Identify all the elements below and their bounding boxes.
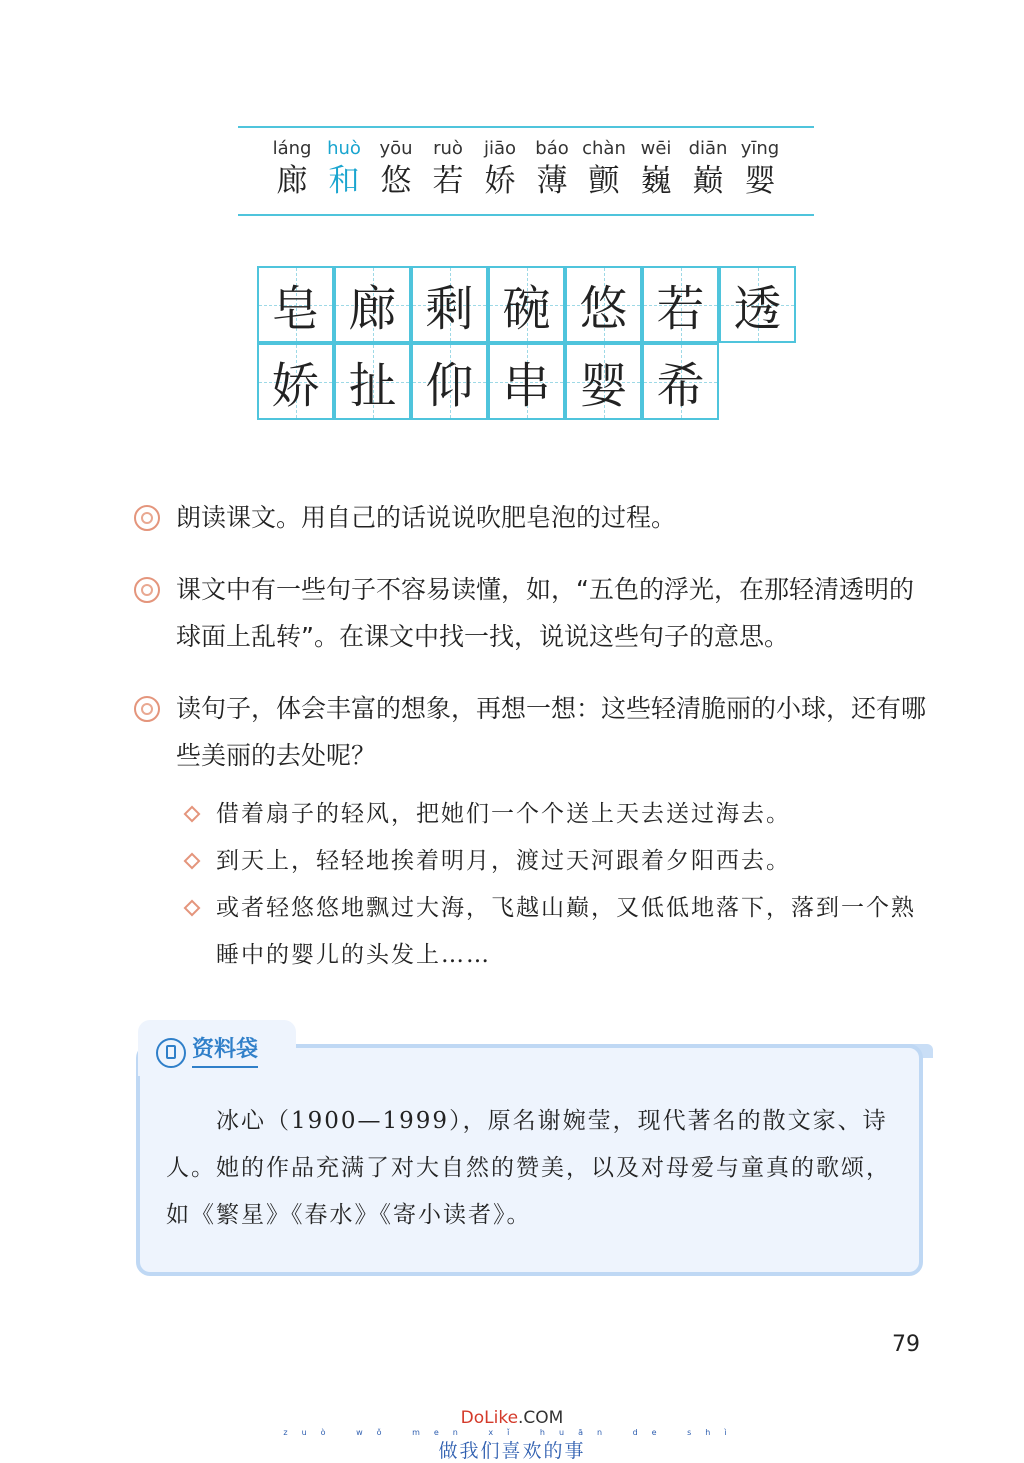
question-bullet-icon (134, 505, 160, 531)
writing-cell (411, 266, 488, 343)
writing-cell (719, 266, 796, 343)
vocab-band (238, 126, 814, 216)
writing-char: 若 (656, 281, 705, 337)
info-box-text: 冰心（1900—1999），原名谢婉莹，现代著名的散文家、诗人。她的作品充满了对大自然的赞美，以及对母爱与童真的歌颂，如《繁星》《春水》《寄小读者》。 (166, 1108, 891, 1228)
sub-item-3: 或者轻悠悠地飘过大海，飞越山巅，又低低地落下，落到一个熟睡中的婴儿的头发上…… (216, 895, 916, 968)
writing-cell (334, 343, 411, 420)
writing-char: 希 (656, 358, 705, 414)
writing-char: 娇 (271, 358, 320, 414)
writing-cell (565, 266, 642, 343)
vocab-pinyin: báo (535, 138, 569, 159)
vocab-char: 巍 (640, 163, 672, 199)
vocab-item (630, 136, 682, 200)
diamond-bullet-icon (184, 853, 201, 870)
writing-char: 皂 (271, 281, 320, 337)
vocab-item (474, 136, 526, 200)
vocab-item (734, 136, 786, 200)
writing-char: 碗 (502, 281, 551, 337)
writing-cell (257, 266, 334, 343)
vocab-item (370, 136, 422, 200)
watermark-site-suffix: .COM (518, 1408, 564, 1428)
question-1: 朗读课文。用自己的话说说吹肥皂泡的过程。 (176, 503, 677, 532)
vocab-char: 若 (432, 163, 464, 199)
vocab-pinyin: chàn (582, 138, 626, 159)
writing-cell (642, 266, 719, 343)
writing-cell (488, 343, 565, 420)
question-3: 读句子，体会丰富的想象，再想一想：这些轻清脆丽的小球，还有哪些美丽的去处呢？ (176, 694, 927, 770)
writing-cell (257, 343, 334, 420)
vocab-pinyin: láng (272, 138, 312, 159)
writing-cell (411, 343, 488, 420)
vocab-char: 婴 (744, 163, 776, 199)
writing-cell (642, 343, 719, 420)
writing-char: 扯 (348, 358, 397, 414)
info-box-title: 资料袋 (192, 1036, 258, 1068)
vocab-pinyin: huò (327, 138, 361, 159)
writing-cell (334, 266, 411, 343)
writing-char: 悠 (579, 281, 628, 337)
writing-char: 透 (733, 281, 782, 337)
writing-char: 仰 (425, 358, 474, 414)
watermark-slogan: 做我们喜欢的事 (438, 1440, 586, 1462)
vocab-char: 巅 (692, 163, 724, 199)
writing-char: 剩 (425, 281, 474, 337)
vocab-pinyin: diān (688, 138, 728, 159)
vocab-pinyin: wēi (640, 138, 672, 159)
vocab-pinyin: yīng (740, 138, 780, 159)
sub-item-1: 借着扇子的轻风，把她们一个个送上天去送过海去。 (216, 801, 791, 827)
vocab-char: 悠 (380, 163, 412, 199)
watermark-pinyin: zuò wǒ men xǐ huān de shì (283, 1428, 741, 1437)
vocab-item (526, 136, 578, 200)
question-bullet-icon (134, 577, 160, 603)
watermark-site-prefix: DoLike (460, 1408, 519, 1428)
vocab-char: 娇 (484, 163, 516, 199)
vocab-char: 和 (328, 163, 360, 199)
writing-cell (565, 343, 642, 420)
writing-char: 廊 (348, 281, 397, 337)
writing-cell (488, 266, 565, 343)
writing-char: 串 (502, 358, 551, 414)
watermark-site (0, 1408, 1024, 1428)
vocab-item (318, 136, 370, 200)
vocab-item (682, 136, 734, 200)
question-2: 课文中有一些句子不容易读懂，如，“五色的浮光，在那轻清透明的球面上乱转”。在课文中找一找，说说这些句子的意思。 (176, 575, 914, 651)
info-bag-icon (156, 1038, 186, 1068)
diamond-bullet-icon (184, 900, 201, 917)
vocab-pinyin: yōu (379, 138, 413, 159)
vocab-char: 廊 (276, 163, 308, 199)
vocab-char: 薄 (536, 163, 568, 199)
page-number: 79 (892, 1332, 920, 1357)
vocab-pinyin: jiāo (483, 138, 517, 159)
vocab-item (422, 136, 474, 200)
sub-item-2: 到天上，轻轻地挨着明月，渡过天河跟着夕阳西去。 (216, 848, 791, 874)
vocab-item (578, 136, 630, 200)
vocab-char: 颤 (588, 163, 620, 199)
diamond-bullet-icon (184, 806, 201, 823)
vocab-item (266, 136, 318, 200)
vocab-pinyin: ruò (433, 138, 463, 159)
question-bullet-icon (134, 696, 160, 722)
writing-char: 婴 (579, 358, 628, 414)
